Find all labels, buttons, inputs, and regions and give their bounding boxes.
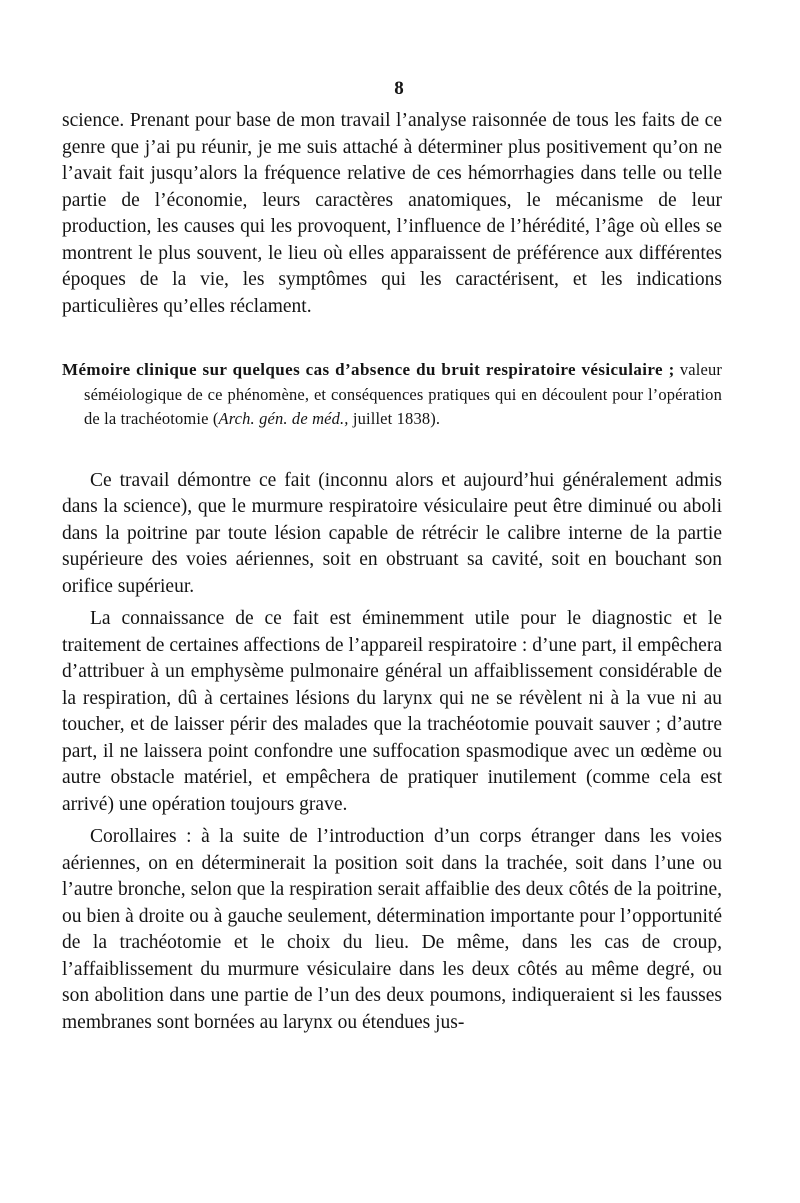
entry-title: Mémoire clinique sur quelques cas d’absence du bruit respiratoire vésiculaire ; xyxy=(62,360,675,379)
page-number: 8 xyxy=(394,78,404,99)
document-page xyxy=(62,78,722,1036)
entry-source: Arch. gén. de méd., xyxy=(218,409,349,428)
paragraph-diagnostic-utility: La connaissance de ce fait est éminemment utile pour le diagnostic et le traitement de certaines affections de l’appareil respiratoire : d’une part, il empêchera d’attribuer à un emphysème pulmonaire général un affaiblissement considérable de la respiration, dû à certaines lésions du larynx qui ne se révèlent ni à la vue ni au toucher, et de laisser périr des malades que la trachéotomie pouvait sauver ; d’autre part, il ne laissera point confondre une suffocation spasmodique avec un œdème ou autre obstacle matériel, et empêchera de pratiquer inutilement (comme cela est arrivé) une opération toujours grave. xyxy=(62,608,722,815)
entry-description: valeur séméiologique de ce phénomène, et conséquences pratiques qui en découlent pour l’opération de la trachéotomie ( xyxy=(84,360,722,428)
intro-paragraph: science. Prenant pour base de mon travail l’analyse raisonnée de tous les faits de ce genre que j’ai pu réunir, je me suis attaché à déterminer plus positivement qu’on ne l’avait fait jusqu’alors la fréquence relative de ces hémorrhagies dans telle ou telle partie de l’économie, leurs caractères anatomiques, le mécanisme de leur production, les causes qui les provoquent, l’influence de l’hérédité, l’âge où elles se montrent le plus souvent, le lieu où elles apparaissent de préférence aux différentes époques de la vie, les symptômes qui les caractérisent, et les indications particulières qu’elles réclament. xyxy=(62,110,722,317)
bibliography-entry xyxy=(62,358,722,432)
paragraph-corollaries: Corollaires : à la suite de l’introduction d’un corps étranger dans les voies aériennes, on en déterminerait la position soit dans la trachée, soit dans l’une ou l’autre bronche, selon que la respiration serait affaiblie des deux côtés de la poitrine, ou bien à droite ou à gauche seulement, détermination importante pour l’opportunité de la trachéotomie et le choix du lieu. De même, dans les cas de croup, l’affaiblissement du murmure vésiculaire dans les deux côtés au même degré, ou son abolition dans une partie de l’un des deux poumons, indiqueraient si les fausses membranes sont bornées au larynx ou étendues jus- xyxy=(62,826,722,1033)
entry-date: juillet 1838). xyxy=(348,409,441,428)
paragraph-finding: Ce travail démontre ce fait (inconnu alors et aujourd’hui généralement admis dans la science), que le murmure respiratoire vésiculaire peut être diminué ou aboli dans la poitrine par toute lésion capable de rétrécir le calibre interne de la partie supérieure des voies aériennes, soit en obstruant sa cavité, soit en bouchant son orifice supérieur. xyxy=(62,469,722,597)
